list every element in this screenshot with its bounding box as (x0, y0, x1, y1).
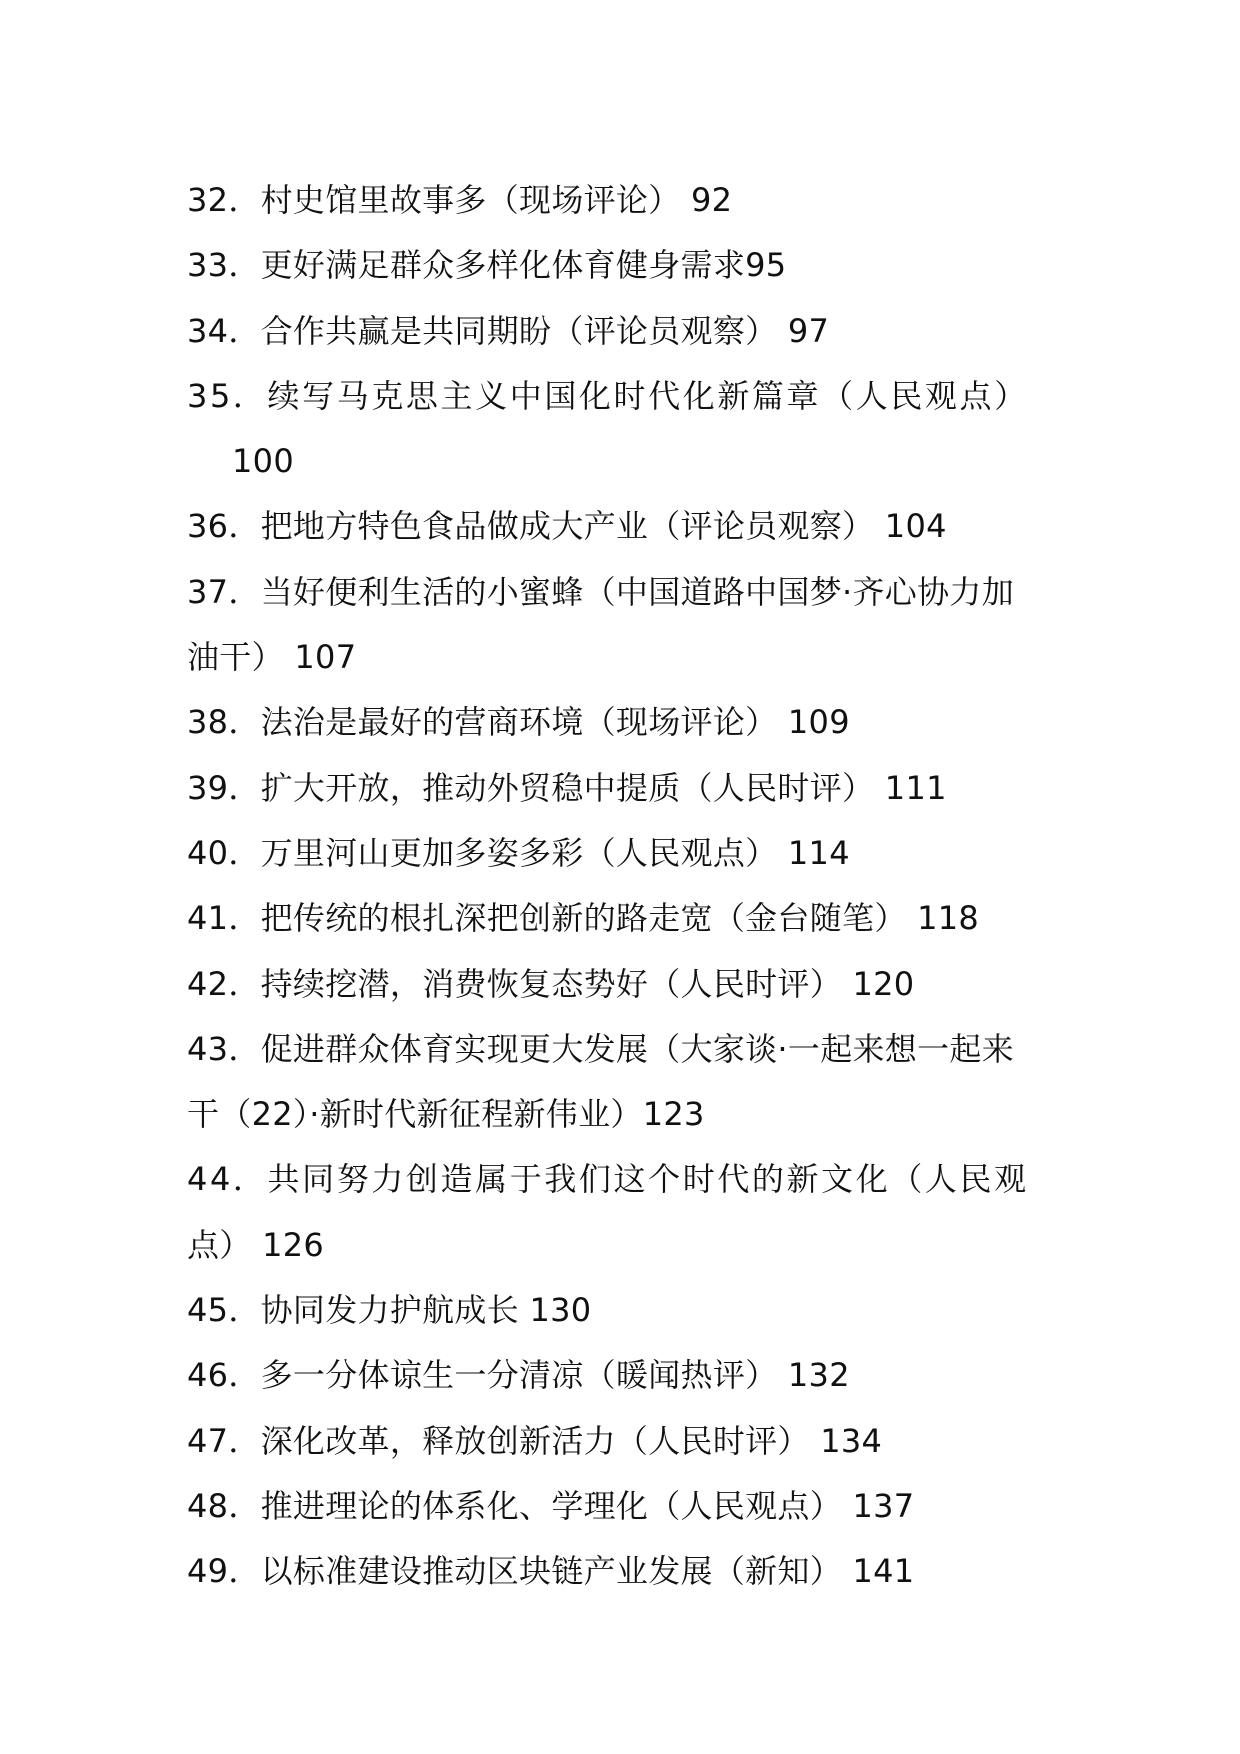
toc-entry-36: 36．把地方特色食品做成大产业（评论员观察） 104 (187, 507, 947, 546)
toc-entry-37: 37．当好便利生活的小蜜蜂（中国道路中国梦·齐心协力加 (187, 572, 1014, 611)
toc-entry-38: 38．法治是最好的营商环境（现场评论） 109 (187, 703, 850, 742)
toc-entry-44-continued: 点） 126 (187, 1225, 325, 1264)
toc-entry-39: 39．扩大开放，推动外贸稳中提质（人民时评） 111 (187, 768, 947, 807)
toc-entry-32: 32．村史馆里故事多（现场评论） 92 (187, 181, 733, 219)
toc-entry-34: 34．合作共赢是共同期盼（评论员观察） 97 (187, 311, 830, 350)
toc-entry-35-page: 100 (232, 442, 294, 481)
toc-entry-47: 47．深化改革，释放创新活力（人民时评） 134 (187, 1421, 883, 1460)
toc-entry-44: 44．共同努力创造属于我们这个时代的新文化（人民观 (187, 1160, 1029, 1199)
toc-entry-42: 42．持续挖潜，消费恢复态势好（人民时评） 120 (187, 964, 915, 1003)
toc-entry-33: 33．更好满足群众多样化体育健身需求95 (187, 246, 787, 285)
toc-entry-48: 48．推进理论的体系化、学理化（人民观点） 137 (187, 1486, 915, 1525)
toc-entry-45: 45．协同发力护航成长 130 (187, 1291, 592, 1330)
toc-entry-49: 49．以标准建设推动区块链产业发展（新知） 141 (187, 1552, 915, 1591)
toc-entry-37-continued: 油干） 107 (187, 638, 357, 677)
toc-entry-40: 40．万里河山更加多姿多彩（人民观点） 114 (187, 833, 850, 872)
toc-entry-35: 35．续写马克思主义中国化时代化新篇章（人民观点） (187, 376, 1029, 415)
toc-entry-43: 43．促进群众体育实现更大发展（大家谈·一起来想一起来 (187, 1029, 1014, 1068)
toc-entry-43-continued: 干（22）·新时代新征程新伟业）123 (187, 1095, 705, 1134)
toc-entry-41: 41．把传统的根扎深把创新的路走宽（金台随笔） 118 (187, 899, 980, 938)
toc-entry-46: 46．多一分体谅生一分清凉（暖闻热评） 132 (187, 1356, 850, 1395)
table-of-contents (187, 168, 1067, 1605)
